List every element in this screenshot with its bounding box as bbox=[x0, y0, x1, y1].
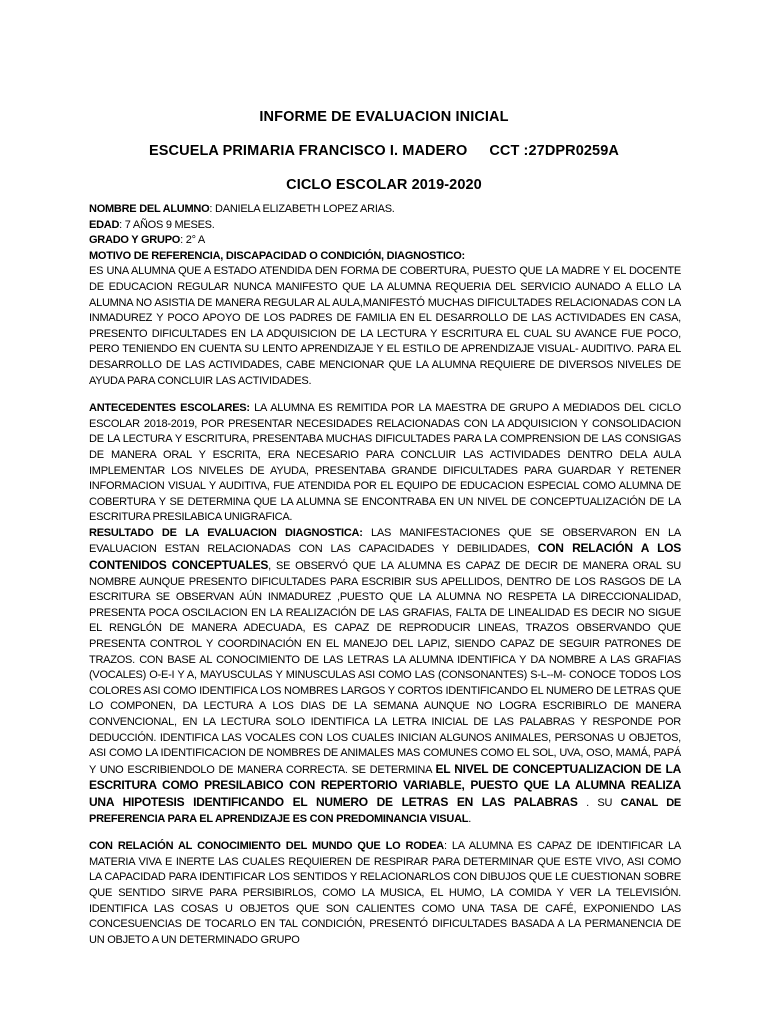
student-grade-value: : 2° A bbox=[180, 234, 206, 247]
student-age-line bbox=[89, 218, 681, 234]
result-bold-1: CON RELACIÓN A LOS CONTENIDOS CONCEPTUALES bbox=[89, 541, 681, 573]
result-text-1: LAS MANIFESTACIONES QUE SE OBSERVARON EN LA EVALUACION ESTAN RELACIONADAS CON LAS CAPACIDADES Y DEBILIDADES, bbox=[89, 526, 681, 556]
student-name-line bbox=[89, 202, 681, 218]
referral-heading: MOTIVO DE REFERENCIA, DISCAPACIDAD O CONDICIÓN, DIAGNOSTICO: bbox=[89, 249, 465, 262]
background-heading: ANTECEDENTES ESCOLARES: bbox=[89, 402, 250, 415]
world-paragraph bbox=[89, 839, 681, 948]
student-age-label: EDAD bbox=[89, 218, 120, 231]
result-bold-3: CANAL DE PREFERENCIA PARA EL APRENDIZAJE ES CON PREDOMINANCIA VISUAL bbox=[89, 796, 681, 825]
result-text-2: , SE OBSERVÓ QUE LA ALUMNA ES CAPAZ DE DECIR DE MANERA ORAL SU NOMBRE AUNQUE PRESENTO DIFICULTADES PARA ESCRIBIR SUS APELLIDOS, DENTRO DE LOS RASGOS DE LA ESCRITURA SE OBSERVAN AÚN INMADUREZ ,PUESTO QUE LA ALUMNA NO RESPETA LA DIRECCIONALIDAD, PRESENTA POCA OSCILACION EN LA REALIZACIÓN DE LAS GRAFIAS, FALTA DE LINEALIDAD ES DECIR NO SIGUE EL RENGLÓN DE MANERA ADECUADA, ES CAPAZ DE REPRODUCIR LINEAS, TRAZOS OBSERVANDO QUE PRESENTA CONTROL Y COORDINACIÓN EN EL MANEJO DEL LAPIZ, SIENDO CAPAZ DE SEGUIR PATRONES DE TRAZOS. CON BASE AL CONOCIMIENTO DE LAS LETRAS LA ALUMNA IDENTIFICA Y DA NOMBRE A LAS GRAFIAS (VOCALES) O-E-I Y A, MAYUSCULAS Y MINUSCULAS ASI COMO LAS (CONSONANTES) S-L--M- CONOCE TODOS LOS COLORES ASI COMO IDENTIFICA LOS NOMBRES LARGOS Y CORTOS IDENTIFICANDO EL NUMERO DE LETRAS QUE LO COMPONEN, DA LECTURA A LOS DIAS DE LA SEMANA AUNQUE NO LOGRA ESCRIBIRLO DE MANERA CONVENCIONAL, EN LA LECTURA SOLO IDENTIFICA LA LETRA INICIAL DE LAS PALABRAS Y RESPONDE POR DEDUCCIÓN. IDENTIFICA LAS VOCALES CON LOS CUALES INICIAN ALGUNOS ANIMALES, PERSONAS U OBJETOS, ASI COMO LA IDENTIFICACION DE NOMBRES DE ANIMALES MAS COMUNES COMO EL SOL, UVA, OSO, MAMÁ, PAPÁ Y UNO ESCRIBIENDOLO DE MANERA CORRECTA. SE DETERMINA bbox=[89, 560, 682, 776]
student-name-label: NOMBRE DEL ALUMNO bbox=[89, 203, 210, 215]
result-paragraph bbox=[89, 526, 681, 827]
world-heading: CON RELACIÓN AL CONOCIMIENTO DEL MUNDO QUE LO RODEA bbox=[89, 840, 444, 853]
student-age-value: : 7 AÑOS 9 MESES. bbox=[119, 218, 215, 231]
result-text-4: . bbox=[468, 812, 472, 825]
student-grade-label: GRADO Y GRUPO bbox=[89, 234, 181, 247]
report-body bbox=[89, 202, 681, 948]
report-title: INFORME DE EVALUACION INICIAL bbox=[259, 109, 509, 125]
school-name: ESCUELA PRIMARIA FRANCISCO I. MADERO bbox=[149, 143, 468, 159]
result-bold-2: EL NIVEL DE CONCEPTUALIZACION DE LA ESCRITURA COMO PRESILABICO CON REPERTORIO VARIABLE, PUESTO QUE LA ALUMNA REALIZA UNA HIPOTESIS IDENTIFICANDO EL NUMERO DE LETRAS EN LAS PALABRAS bbox=[89, 761, 682, 809]
world-text: : LA ALUMNA ES CAPAZ DE IDENTIFICAR LA MATERIA VIVA E INERTE LAS CUALES REQUIEREN DE RESPIRAR PARA DETERMINAR QUE ESTE VIVO, ASI COMO LA CAPACIDAD PARA IDENTIFICAR LOS SENTIDOS Y RELACIONARLOS CON DIBUJOS QUE LE CUESTIONAN SOBRE QUE SENTIDO SIRVE PARA PERSIBIRLOS, COMO LA MUSICA, EL HUMO, LA COMIDA Y VER LA TELEVISIÓN. IDENTIFICA LAS COSAS U OBJETOS QUE SON CALIENTES COMO UNA TASA DE CAFÉ, EXPONIENDO LAS CONCESUENCIAS DE TOCARLO EN TAL CONDICIÓN, PRESENTÓ DIFICULTADES BASADA A LA PERMANENCIA DE UN OBJETO A UN DETERMINADO GRUPO bbox=[89, 840, 681, 946]
school-cct: CCT :27DPR0259A bbox=[489, 143, 619, 159]
background-text: LA ALUMNA ES REMITIDA POR LA MAESTRA DE GRUPO A MEDIADOS DEL CICLO ESCOLAR 2018-2019, POR PRESENTAR NECESIDADES RELACIONADAS CON LA ADQUISICION Y CONSOLIDACION DE LA LECTURA Y ESCRITURA, PRESENTABA MUCHAS DIFICULTADES PARA LA COMPRENSION DE LAS CONSIGAS DE MANERA ORAL Y ESCRITA, ERA NECESARIO PARA CONCLUIR LAS ACTIVIDADES DENTRO DELA AULA IMPLEMENTAR LOS NIVELES DE AYUDA, PRESENTABA GRANDE DIFICULTADES PARA GUARDAR Y RETENER INFORMACION VISUAL Y AUDITIVA, FUE ATENDIDA POR EL EQUIPO DE EDUCACION ESPECIAL COMO ALUMNA DE COBERTURA Y SE DETERMINA QUE LA ALUMNA SE ENCONTRABA EN UN NIVEL DE CONCEPTUALIZACIÓN DE LA ESCRITURA PRESILABICA UNIGRAFICA. bbox=[89, 402, 681, 524]
result-heading: RESULTADO DE LA EVALUACION DIAGNOSTICA: bbox=[89, 526, 363, 539]
document-header bbox=[0, 108, 768, 194]
student-name-value: : DANIELA ELIZABETH LOPEZ ARIAS. bbox=[209, 203, 395, 215]
student-grade-line bbox=[89, 233, 681, 249]
result-text-3: . SU bbox=[577, 796, 621, 809]
referral-text: ES UNA ALUMNA QUE A ESTADO ATENDIDA DEN FORMA DE COBERTURA, PUESTO QUE LA MADRE Y EL DOCENTE DE EDUCACION REGULAR NUNCA MANIFESTO QUE LA ALUMNA REQUERIA DEL SERVICIO AUNADO A ELLO LA ALUMNA NO ASISTIA DE MANERA REGULAR AL AULA,MANIFESTÓ MUCHAS DIFICULTADES RELACIONADAS CON LA INMADUREZ Y POCO APOYO DE LOS PADRES DE FAMILIA EN EL DESARROLLO DE LAS ACTIVIDADES EN CASA, PRESENTO DIFICULTADES EN LA ADQUISICION DE LA LECTURA Y ESCRITURA EL CUAL SU AVANCE FUE POCO, PERO TENIENDO EN CUENTA SU LENTO APRENDIZAJE Y EL ESTILO DE APRENDIZAJE VISUAL- AUDITIVO. PARA EL DESARROLLO DE LAS ACTIVIDADES, CABE MENCIONAR QUE LA ALUMNA REQUIERE DE DIVERSOS NIVELES DE AYUDA PARA CONCLUIR LAS ACTIVIDADES. bbox=[89, 265, 681, 387]
school-line bbox=[0, 142, 768, 160]
background-paragraph bbox=[89, 401, 681, 526]
school-cycle: CICLO ESCOLAR 2019-2020 bbox=[286, 177, 482, 193]
